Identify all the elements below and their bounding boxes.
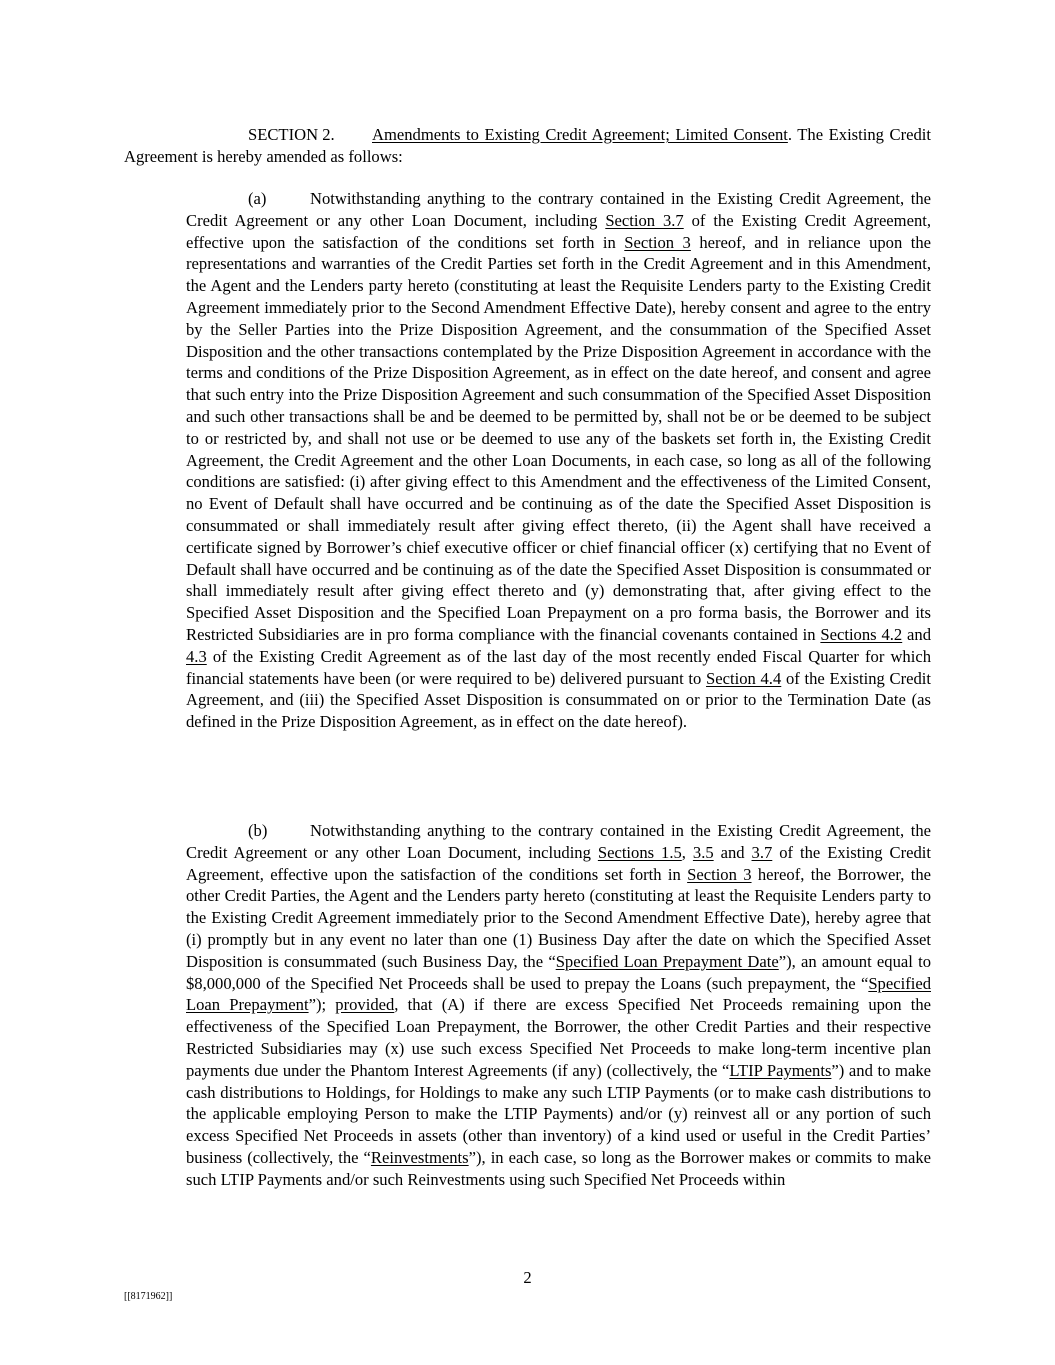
- text: hereof, the Borrower, the other Credit Parties, the Agent and the Lenders party hereto (constituting at least the Requisite Lenders party to the Existing Credit Agreement immediately prior to the Second Amendment Effective Date), hereby agree that (i) promptly but in any event no later than one (1) Business Day after the date on which the Specified Asset Disposition is consummated (such Business Day, the “: [186, 864, 932, 971]
- defined-term: Specified Loan Prepayment Date: [555, 951, 779, 971]
- cross-reference: Sections 4.2: [820, 624, 903, 644]
- text: of the Existing Credit Agreement as of the last day of the most recently ended Fiscal Quarter for which financial statements have been (or were required to be) delivered pursuant to: [186, 646, 931, 688]
- text: ”);: [308, 995, 336, 1015]
- defined-term: Reinvestments: [370, 1147, 469, 1167]
- text: of the Existing Credit Agreement, effective upon the satisfaction of the conditions set forth in: [186, 842, 931, 884]
- paragraph-a: [186, 188, 931, 733]
- cross-reference: 3.5: [692, 842, 714, 862]
- defined-term: Specified Loan Prepayment: [186, 973, 931, 1015]
- text: ”) and to make cash distributions to Holdings, for Holdings to make any such LTIP Payments (or to make cash distributions to the applicable employing Person to make the LTIP Payments) and/or (y) reinvest all or any portion of such excess Specified Net Proceeds in assets (other than inventory) of a kind used or useful in the Credit Parties’ business (collectively, the “: [186, 1060, 931, 1167]
- defined-term: provided: [335, 995, 395, 1015]
- clause-label-b: (b): [248, 821, 268, 840]
- section-number: SECTION 2.: [248, 125, 335, 144]
- cross-reference: Section 3.7: [605, 210, 684, 230]
- cross-reference: 3.7: [751, 842, 773, 862]
- text: ”), in each case, so long as the Borrower makes or commits to make such LTIP Payments and/or such Reinvestments using such Specified Net Proceeds within: [186, 1147, 931, 1189]
- text: Notwithstanding anything to the contrary contained in the Existing Credit Agreement, the Credit Agreement or any other Loan Document, including: [186, 189, 931, 230]
- text: and: [902, 624, 932, 644]
- cross-reference: Section 3: [624, 232, 691, 252]
- clause-label-a: (a): [248, 189, 267, 208]
- document-id: [[8171962]]: [124, 1291, 173, 1302]
- section-intro: . The Existing Credit Agreement is hereby amended as follows:: [124, 125, 931, 166]
- text: of the Existing Credit Agreement, and (iii) the Specified Asset Disposition is consummated on or prior to the Termination Date (as defined in the Prize Disposition Agreement, as in effect on the date hereof).: [186, 668, 931, 732]
- text: ,: [681, 842, 693, 862]
- cross-reference: Section 3: [687, 864, 752, 884]
- cross-reference: 4.3: [186, 646, 207, 666]
- text: and: [713, 842, 752, 862]
- paragraph-b: [186, 820, 931, 1191]
- text: hereof, and in reliance upon the representations and warranties of the Credit Parties set forth in the Credit Agreement and in this Amendment, the Agent and the Lenders party hereto (constituting at least the Requisite Lenders party to the Existing Credit Agreement immediately prior to the Second Amendment Effective Date), hereby consent and agree to the entry by the Seller Parties into the Prize Disposition Agreement, and the consummation of the Specified Asset Disposition and the other transactions contemplated by the Prize Disposition Agreement in accordance with the terms and conditions of the Prize Disposition Agreement, as in effect on the date hereof, and consent and agree that such entry into the Prize Disposition Agreement and such consummation of the Specified Asset Disposition and such other transactions shall be and be deemed to be permitted by, shall not be or be deemed to be subject to or restricted by, and shall not use or be deemed to use any of the baskets set forth in, the Existing Credit Agreement, the Credit Agreement and the other Loan Documents, in each case, so long as all of the following conditions are satisfied: (i) after giving effect to this Amendment and the effectiveness of the Limited Consent, no Event of Default shall have occurred and be continuing as of the date the Specified Asset Disposition is consummated or shall immediately result after giving effect thereto, (ii) the Agent shall have received a certificate signed by Borrower’s chief executive officer or chief financial officer (x) certifying that no Event of Default shall have occurred and be continuing as of the date the Specified Asset Disposition is consummated or shall immediately result after giving effect thereto and (y) demonstrating that, after giving effect to the Specified Asset Disposition and the Specified Loan Prepayment on a pro forma basis, the Borrower and its Restricted Subsidiaries are in pro forma compliance with the financial covenants contained in: [186, 232, 932, 644]
- page-number: 2: [523, 1268, 532, 1287]
- cross-reference: Section 4.4: [706, 668, 782, 688]
- section-heading-paragraph: [124, 124, 931, 168]
- cross-reference: Sections 1.5: [597, 842, 682, 862]
- text: of the Existing Credit Agreement, effective upon the satisfaction of the conditions set forth in: [186, 210, 931, 252]
- text: , that (A) if there are excess Specified Net Proceeds remaining upon the effectiveness of the Specified Loan Prepayment, the Borrower, the other Credit Parties and their respective Restricted Subsidiaries may (x) use such excess Specified Net Proceeds to make long-term incentive plan payments due under the Phantom Interest Agreements (if any) (collectively, the “: [186, 995, 932, 1080]
- section-title: Amendments to Existing Credit Agreement; Limited Consent: [372, 125, 788, 144]
- text: ”), an amount equal to $8,000,000 of the Specified Net Proceeds shall be used to prepay the Loans (such prepayment, the “: [186, 951, 931, 993]
- text: Notwithstanding anything to the contrary contained in the Existing Credit Agreement, the Credit Agreement or any other Loan Document, including: [186, 821, 931, 862]
- defined-term: LTIP Payments: [729, 1060, 832, 1080]
